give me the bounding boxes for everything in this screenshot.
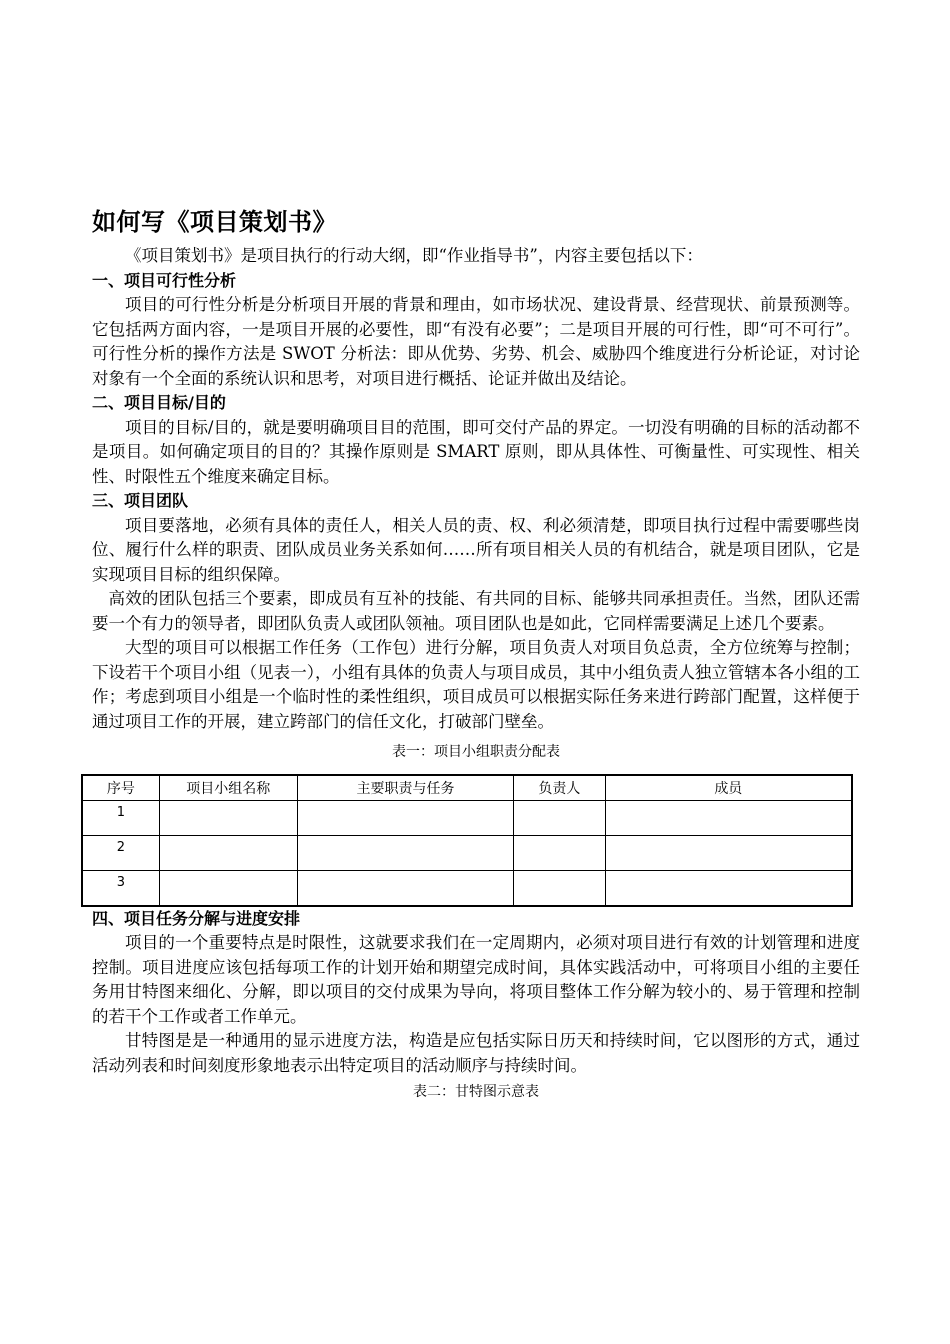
table-cell xyxy=(605,871,852,906)
table-row xyxy=(82,871,852,906)
team-paragraph-2: 高效的团队包括三个要素，即成员有互补的技能、有共同的目标、能够共同承担责任。当然，团队还需要一个有力的领导者，即团队负责人或团队领袖。项目团队也是如此，它同样需要满足上述几个要素。 xyxy=(92,589,860,633)
table-header-cell: 负责人 xyxy=(514,775,605,801)
table-cell xyxy=(159,871,297,906)
table-header-cell: 项目小组名称 xyxy=(159,775,297,801)
document-page xyxy=(92,200,860,1114)
table-row xyxy=(82,836,852,871)
table-row xyxy=(82,801,852,836)
table-cell xyxy=(514,836,605,871)
team-paragraph-3: 大型的项目可以根据工作任务（工作包）进行分解，项目负责人对项目负总责，全方位统筹与控制；下设若干个项目小组（见表一），小组有具体的负责人与项目成员，其中小组负责人独立管辖本各小组的工作；考虑到项目小组是一个临时性的柔性组织，项目成员可以根据实际任务来进行跨部门配置，这样便于通过项目工作的开展，建立跨部门的信任文化，打破部门壁垒。 xyxy=(92,638,860,731)
section-heading-goals: 二、项目目标/目的 xyxy=(92,393,226,412)
schedule-paragraph-2: 甘特图是是一种通用的显示进度方法，构造是应包括实际日历天和持续时间，它以图形的方式，通过活动列表和时间刻度形象地表示出特定项目的活动顺序与持续时间。 xyxy=(92,1031,860,1075)
table-cell xyxy=(605,836,852,871)
table-cell-number: 2 xyxy=(82,836,159,871)
section-heading-schedule: 四、项目任务分解与进度安排 xyxy=(92,908,301,928)
table-cell-number: 3 xyxy=(82,871,159,906)
table-cell xyxy=(605,801,852,836)
table-cell-number: 1 xyxy=(82,801,159,836)
table-cell xyxy=(297,801,513,836)
table-cell xyxy=(297,871,513,906)
team-paragraph-1: 项目要落地，必须有具体的责任人，相关人员的责、权、利必须清楚，即项目执行过程中需要哪些岗位、履行什么样的职责、团队成员业务关系如何……所有项目相关人员的有机结合，就是项目团队，它是实现项目目标的组织保障。 xyxy=(92,515,860,584)
table-cell xyxy=(159,801,297,836)
table-cell xyxy=(514,801,605,836)
table-cell xyxy=(159,836,297,871)
table-2-caption: 表二：甘特图示意表 xyxy=(413,1084,539,1100)
intro-paragraph: 《项目策划书》是项目执行的行动大纲，即“作业指导书”，内容主要包括以下： xyxy=(125,246,703,265)
document-title: 如何写《项目策划书》 xyxy=(92,208,337,236)
table-cell xyxy=(297,836,513,871)
table-cell xyxy=(514,871,605,906)
table-header-row xyxy=(82,775,852,801)
table-header-cell: 成员 xyxy=(605,775,852,801)
table-1-caption: 表一：项目小组职责分配表 xyxy=(392,744,560,760)
goals-paragraph: 项目的目标/目的，就是要明确项目目的范围，即可交付产品的界定。一切没有明确的目标的活动都不是项目。如何确定项目的目的？其操作原则是 SMART 原则，即从具体性、可衡量性、可实现性、相关性、时限性五个维度来确定目标。 xyxy=(92,417,860,486)
schedule-paragraph-1: 项目的一个重要特点是时限性，这就要求我们在一定周期内，必须对项目进行有效的计划管理和进度控制。项目进度应该包括每项工作的计划开始和期望完成时间，具体实践活动中，可将项目小组的主要任务用甘特图来细化、分解，即以项目的交付成果为导向，将项目整体工作分解为较小的、易于管理和控制的若干个工作或者工作单元。 xyxy=(92,933,860,1026)
table-header-cell: 主要职责与任务 xyxy=(297,775,513,801)
section-heading-feasibility: 一、项目可行性分析 xyxy=(92,270,237,290)
table-header-cell: 序号 xyxy=(82,775,159,801)
team-responsibility-table xyxy=(81,774,853,907)
section-heading-team: 三、项目团队 xyxy=(92,491,189,510)
feasibility-paragraph: 项目的可行性分析是分析项目开展的背景和理由，如市场状况、建设背景、经营现状、前景预测等。它包括两方面内容，一是项目开展的必要性，即“有没有必要”；二是项目开展的可行性，即“可不可行”。可行性分析的操作方法是 SWOT 分析法：即从优势、劣势、机会、威胁四个维度进行分析论证，对讨论对象有一个全面的系统认识和思考，对项目进行概括、论证并做出及结论。 xyxy=(92,295,860,388)
